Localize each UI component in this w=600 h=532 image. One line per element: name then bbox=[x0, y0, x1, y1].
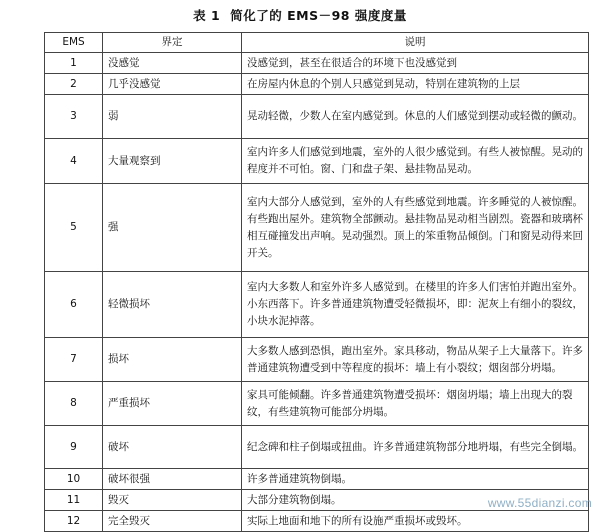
intensity-description: 大部分建筑物倒塌。 bbox=[242, 490, 589, 511]
table-row bbox=[45, 184, 589, 272]
header-row bbox=[45, 33, 589, 53]
intensity-description: 室内许多人们感觉到地震，室外的人很少感觉到。有些人被惊醒。晃动的程度并不可怕。窗、门和盘子架、悬挂物品晃动。 bbox=[242, 139, 589, 184]
intensity-definition: 严重损坏 bbox=[103, 382, 242, 426]
intensity-definition: 损坏 bbox=[103, 338, 242, 382]
intensity-description: 大多数人感到恐惧，跑出室外。家具移动，物品从架子上大量落下。许多普通建筑物遭受到中等程度的损坏：墙上有小裂纹；烟囱部分坍塌。 bbox=[242, 338, 589, 382]
table-row bbox=[45, 382, 589, 426]
intensity-level: 5 bbox=[45, 184, 103, 272]
intensity-level: 2 bbox=[45, 74, 103, 95]
intensity-definition: 毁灭 bbox=[103, 490, 242, 511]
table-row bbox=[45, 95, 589, 139]
intensity-level: 7 bbox=[45, 338, 103, 382]
table-row bbox=[45, 74, 589, 95]
intensity-level: 9 bbox=[45, 426, 103, 469]
intensity-definition: 完全毁灭 bbox=[103, 511, 242, 532]
table-row bbox=[45, 469, 589, 490]
intensity-description: 实际上地面和地下的所有设施严重损坏或毁坏。 bbox=[242, 511, 589, 532]
intensity-description: 室内大多数人和室外许多人感觉到。在楼里的许多人们害怕并跑出室外。小东西落下。许多普通建筑物遭受轻微损坏，即：泥灰上有细小的裂纹，小块水泥掉落。 bbox=[242, 272, 589, 338]
intensity-description: 室内大部分人感觉到，室外的人有些感觉到地震。许多睡觉的人被惊醒。有些跑出屋外。建筑物全部颤动。悬挂物品晃动相当剧烈。瓷器和玻璃杯相互碰撞发出声响。晃动强烈。顶上的笨重物品倾倒。门和窗晃动得来回开关。 bbox=[242, 184, 589, 272]
table-number: 表 1 bbox=[193, 8, 221, 23]
intensity-description: 没感觉到，甚至在很适合的环境下也没感觉到 bbox=[242, 53, 589, 74]
column-header-definition: 界定 bbox=[103, 33, 242, 53]
column-header-description: 说明 bbox=[242, 33, 589, 53]
table-row bbox=[45, 338, 589, 382]
intensity-definition: 几乎没感觉 bbox=[103, 74, 242, 95]
intensity-definition: 弱 bbox=[103, 95, 242, 139]
table-caption bbox=[0, 6, 600, 24]
intensity-definition: 破坏很强 bbox=[103, 469, 242, 490]
intensity-description: 在房屋内休息的个别人只感觉到晃动，特别在建筑物的上层 bbox=[242, 74, 589, 95]
intensity-level: 11 bbox=[45, 490, 103, 511]
intensity-level: 8 bbox=[45, 382, 103, 426]
intensity-definition: 强 bbox=[103, 184, 242, 272]
intensity-level: 12 bbox=[45, 511, 103, 532]
site-watermark: www.55dianzi.com bbox=[487, 496, 592, 510]
table-row bbox=[45, 272, 589, 338]
intensity-definition: 破坏 bbox=[103, 426, 242, 469]
table-title: 简化了的 EMS－98 强度度量 bbox=[230, 8, 407, 23]
intensity-description: 许多普通建筑物倒塌。 bbox=[242, 469, 589, 490]
intensity-description: 家具可能倾翻。许多普通建筑物遭受损坏：烟囱坍塌；墙上出现大的裂纹，有些建筑物可能部分坍塌。 bbox=[242, 382, 589, 426]
intensity-level: 4 bbox=[45, 139, 103, 184]
intensity-definition: 大量观察到 bbox=[103, 139, 242, 184]
column-header-level: EMS bbox=[45, 33, 103, 53]
table-row bbox=[45, 53, 589, 74]
intensity-definition: 轻微损坏 bbox=[103, 272, 242, 338]
table-row bbox=[45, 426, 589, 469]
intensity-level: 3 bbox=[45, 95, 103, 139]
intensity-level: 1 bbox=[45, 53, 103, 74]
intensity-description: 晃动轻微，少数人在室内感觉到。休息的人们感觉到摆动或轻微的颤动。 bbox=[242, 95, 589, 139]
intensity-description: 纪念碑和柱子倒塌或扭曲。许多普通建筑物部分地坍塌，有些完全倒塌。 bbox=[242, 426, 589, 469]
intensity-level: 10 bbox=[45, 469, 103, 490]
intensity-level: 6 bbox=[45, 272, 103, 338]
intensity-definition: 没感觉 bbox=[103, 53, 242, 74]
ems-intensity-table bbox=[44, 32, 589, 532]
table-row bbox=[45, 139, 589, 184]
